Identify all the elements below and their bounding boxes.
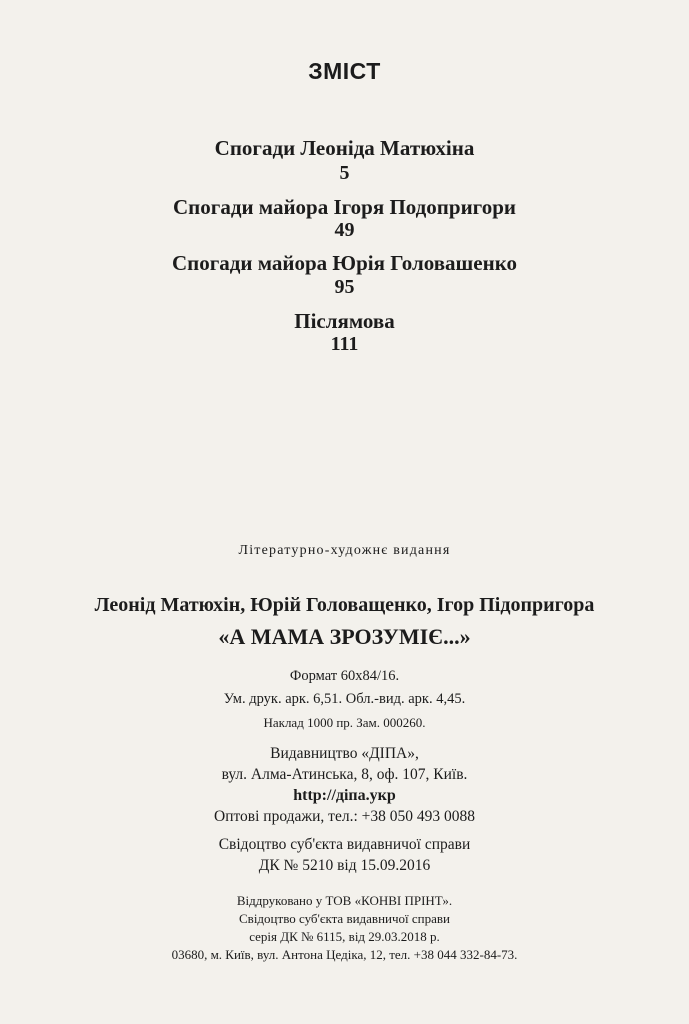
sales-line: Оптові продажи, тел.: +38 050 493 0088 — [214, 808, 475, 825]
publisher-line: Видавництво «ДІПА», — [270, 745, 419, 762]
address-line: вул. Алма-Атинська, 8, оф. 107, Київ. — [221, 766, 468, 783]
toc-item-title: Спогади майора Ігоря Подопригори — [173, 195, 516, 219]
printer-address-line: 03680, м. Київ, вул. Антона Цедіка, 12, тел. +38 044 332-84-73. — [171, 947, 518, 962]
certificate-line: Свідоцтво суб'єкта видавничої справи — [218, 836, 471, 853]
authors: Леонід Матюхін, Юрій Головащенко, Ігор Підопригора — [94, 594, 595, 616]
toc-item-page: 95 — [334, 276, 355, 298]
printer-series-line: серія ДК № 6115, від 29.03.2018 р. — [249, 929, 440, 944]
certificate-number-line: ДК № 5210 від 15.09.2016 — [258, 857, 431, 874]
toc-item-page: 49 — [334, 219, 355, 241]
toc-item-page: 5 — [339, 162, 350, 184]
format-line: Формат 60х84/16. — [289, 668, 400, 684]
sheets-line: Ум. друк. арк. 6,51. Обл.-вид. арк. 4,45. — [223, 691, 466, 707]
printer-line: Віддруковано у ТОВ «КОНВІ ПРІНТ». — [236, 893, 453, 908]
toc-item-title: Спогади Леоніда Матюхіна — [214, 136, 475, 160]
genre-label: Літературно-художнє видання — [238, 543, 451, 558]
website-line: http://діпа.укр — [293, 787, 396, 804]
toc-item-page: 111 — [330, 333, 359, 355]
toc-item-title: Спогади майора Юрія Головашенко — [171, 251, 518, 275]
toc-item-title: Післямова — [294, 309, 395, 333]
book-title: «А МАМА ЗРОЗУМІЄ...» — [218, 624, 471, 649]
printer-certificate-line: Свідоцтво суб'єкта видавничої справи — [239, 911, 450, 926]
print-run-line: Наклад 1000 пр. Зам. 000260. — [263, 715, 426, 730]
contents-heading: ЗМІСТ — [308, 58, 381, 84]
